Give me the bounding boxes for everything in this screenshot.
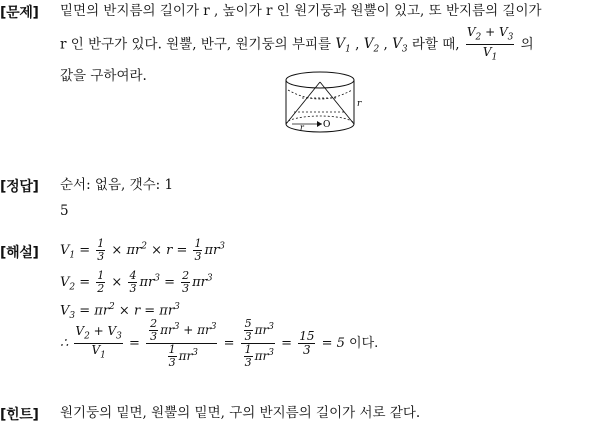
problem-line-3: 값을 구하여라.: [60, 67, 147, 84]
solution-label: [해설]: [0, 245, 39, 261]
cylinder-cone-hemisphere-figure: [282, 68, 364, 138]
problem-label: [문제]: [0, 5, 39, 21]
solution-conclusion: 이다.: [349, 336, 379, 351]
problem-line-2: [60, 25, 542, 65]
hint-label: [힌트]: [0, 407, 39, 423]
equation-ratio: ∴ $\frac{V_2 + V_3}{V_1}$ = $\frac{2}{3}$ $\pi r^3 + \pi r^3$ $\frac{1}{3}$ $\pi r^3$ = $\frac{5}{3}$ $\pi r^3$ $\frac{1}{3}$ $\pi r^3$ = $\frac{15}{3}$ = 5 이다.: [60, 317, 379, 369]
hint-text: 원기둥의 밑면, 원뿔의 밑면, 구의 반지름의 길이가 서로 같다.: [60, 405, 421, 421]
problem-line-2-end: 의: [520, 36, 534, 53]
problem-fraction: $\frac{V_2 + V_3}{V_1}$: [466, 25, 514, 63]
equation-v1: $V_1$ = $\frac{1}{3}$ × $\pi r^2 \times r$ = $\frac{1}{3}$ $\pi r^3$: [60, 237, 225, 263]
equation-v3: $V_3 = \pi r^2 \times r = \pi r^3$: [60, 302, 180, 321]
answer-value: 5: [60, 203, 69, 219]
answer-label: [정답]: [0, 179, 39, 195]
answer-order: 순서: 없음, 갯수: 1: [60, 177, 174, 193]
figure-label-r-base: r: [300, 123, 304, 132]
figure-label-r-side: r: [357, 99, 362, 109]
equation-v2: $V_2$ = $\frac{1}{2}$ × $\frac{4}{3}$ $\pi r^3$ = $\frac{2}{3}$ $\pi r^3$: [60, 269, 213, 295]
figure-label-o: O: [323, 120, 331, 130]
problem-line-2-text: r 인 반구가 있다. 원뿔, 반구, 원기둥의 부피를 $V_1$ , $V_2$ , $V_3$ 라할 때,: [60, 36, 460, 56]
problem-line-1: 밑면의 반지름의 길이가 r , 높이가 r 인 원기둥과 원뿔이 있고, 또 반지름의 길이가: [60, 3, 542, 19]
